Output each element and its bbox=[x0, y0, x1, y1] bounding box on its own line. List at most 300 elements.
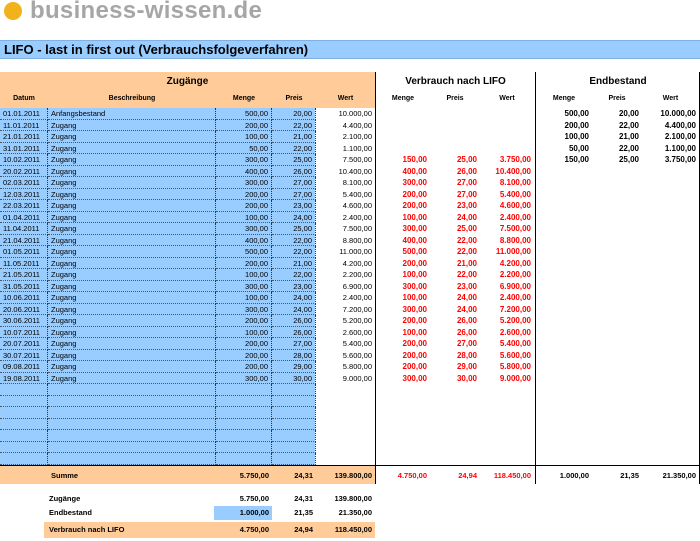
cell-datum[interactable]: 10.02.2011 bbox=[0, 154, 48, 166]
cell-v-menge bbox=[376, 396, 430, 408]
cell-preis[interactable] bbox=[272, 407, 316, 419]
cell-e-menge bbox=[536, 223, 592, 235]
cell-v-menge: 300,00 bbox=[402, 281, 427, 291]
table-row bbox=[0, 338, 700, 350]
cell-menge[interactable]: 200,00 bbox=[216, 200, 272, 212]
cell-wert: 7.200,00 bbox=[342, 304, 372, 314]
cell-beschreibung[interactable]: Zugang bbox=[48, 269, 216, 281]
cell-v-preis: 26,00 bbox=[456, 166, 477, 176]
summary-wert: 21.350,00 bbox=[338, 508, 372, 517]
cell-v-preis: 29,00 bbox=[456, 362, 477, 371]
cell-e-preis: 22,00 bbox=[618, 143, 639, 153]
logo-dot-icon bbox=[4, 2, 22, 20]
cell-menge[interactable]: 100,00 bbox=[216, 292, 272, 304]
cell-datum[interactable] bbox=[0, 407, 48, 419]
cell-v-wert: 3.750,00 bbox=[499, 155, 531, 164]
cell-wert: 7.500,00 bbox=[342, 155, 372, 164]
cell-datum[interactable]: 01.05.2011 bbox=[0, 246, 48, 258]
cell-datum[interactable]: 21.05.2011 bbox=[0, 269, 48, 281]
cell-e-wert bbox=[642, 453, 699, 465]
cell-v-wert: 10.400,00 bbox=[495, 166, 531, 176]
summary-row-verbrauch bbox=[0, 523, 700, 537]
cell-beschreibung[interactable]: Zugang bbox=[48, 258, 216, 270]
cell-wert bbox=[316, 407, 375, 419]
cell-beschreibung[interactable]: Zugang bbox=[48, 235, 216, 247]
cell-menge[interactable] bbox=[216, 453, 272, 465]
cell-menge[interactable]: 200,00 bbox=[216, 258, 272, 270]
summary-preis: 21,35 bbox=[294, 508, 313, 517]
cell-preis[interactable]: 25,00 bbox=[272, 223, 316, 235]
cell-datum[interactable]: 22.03.2011 bbox=[0, 200, 48, 212]
table-row bbox=[0, 373, 700, 385]
cell-beschreibung[interactable]: Zugang bbox=[48, 200, 216, 212]
cell-beschreibung[interactable]: Zugang bbox=[48, 154, 216, 166]
cell-v-preis: 24,00 bbox=[456, 293, 477, 302]
cell-beschreibung[interactable] bbox=[48, 419, 216, 431]
cell-datum[interactable] bbox=[0, 384, 48, 396]
cell-datum[interactable]: 21.04.2011 bbox=[0, 235, 48, 247]
cell-e-menge bbox=[536, 166, 592, 178]
cell-v-preis: 23,00 bbox=[456, 281, 477, 291]
cell-v-menge bbox=[376, 143, 430, 155]
cell-datum[interactable] bbox=[0, 430, 48, 442]
cell-wert: 5.800,00 bbox=[342, 362, 372, 371]
cell-e-preis bbox=[592, 235, 642, 247]
table-row bbox=[0, 396, 700, 408]
cell-datum[interactable]: 10.06.2011 bbox=[0, 292, 48, 304]
cell-menge[interactable] bbox=[216, 419, 272, 431]
col-header-preis: Preis bbox=[285, 95, 303, 102]
cell-preis[interactable] bbox=[272, 419, 316, 431]
cell-beschreibung[interactable]: Zugang bbox=[48, 292, 216, 304]
summary-menge: 5.750,00 bbox=[239, 494, 269, 503]
cell-preis[interactable] bbox=[272, 442, 316, 454]
cell-v-wert: 11.000,00 bbox=[495, 247, 531, 256]
cell-wert: 8.800,00 bbox=[342, 235, 372, 245]
sum-label: Summe bbox=[51, 471, 79, 480]
cell-e-wert bbox=[642, 407, 699, 419]
cell-v-menge bbox=[376, 384, 430, 396]
cell-e-preis bbox=[592, 327, 642, 339]
cell-preis[interactable] bbox=[272, 384, 316, 396]
group-header-verbrauch: Verbrauch nach LIFO bbox=[405, 76, 506, 87]
cell-beschreibung[interactable] bbox=[48, 407, 216, 419]
cell-v-preis bbox=[430, 108, 480, 120]
cell-datum[interactable]: 10.07.2011 bbox=[0, 327, 48, 339]
table-row bbox=[0, 292, 700, 304]
cell-wert: 11.000,00 bbox=[339, 247, 372, 256]
cell-v-preis: 27,00 bbox=[456, 178, 477, 187]
table-row bbox=[0, 120, 700, 132]
cell-e-menge bbox=[536, 396, 592, 408]
summary-preis: 24,31 bbox=[294, 494, 313, 503]
cell-v-wert: 7.200,00 bbox=[499, 304, 531, 314]
table-row bbox=[0, 361, 700, 373]
group-header-zugaenge: Zugänge bbox=[166, 76, 209, 87]
cell-e-preis bbox=[592, 200, 642, 212]
cell-beschreibung[interactable]: Zugang bbox=[48, 166, 216, 178]
cell-menge[interactable]: 300,00 bbox=[216, 304, 272, 316]
cell-v-wert: 7.500,00 bbox=[499, 224, 531, 233]
cell-datum[interactable]: 20.07.2011 bbox=[0, 338, 48, 350]
cell-wert: 4.200,00 bbox=[342, 258, 372, 268]
cell-preis[interactable]: 22,00 bbox=[272, 235, 316, 247]
cell-e-menge bbox=[536, 177, 592, 189]
cell-v-wert: 4.600,00 bbox=[499, 201, 531, 210]
cell-preis[interactable] bbox=[272, 430, 316, 442]
cell-datum[interactable]: 20.06.2011 bbox=[0, 304, 48, 316]
sum-v-preis: 24,94 bbox=[458, 471, 477, 480]
cell-preis[interactable]: 27,00 bbox=[272, 177, 316, 189]
table-row bbox=[0, 304, 700, 316]
cell-e-preis bbox=[592, 373, 642, 385]
cell-beschreibung[interactable]: Zugang bbox=[48, 120, 216, 132]
cell-v-wert: 2.200,00 bbox=[499, 270, 531, 279]
cell-beschreibung[interactable]: Zugang bbox=[48, 315, 216, 327]
cell-e-wert: 10.000,00 bbox=[660, 109, 696, 118]
cell-wert: 5.400,00 bbox=[342, 189, 372, 199]
cell-menge[interactable] bbox=[216, 442, 272, 454]
summary-wert: 118.450,00 bbox=[334, 525, 372, 534]
cell-e-menge bbox=[536, 292, 592, 304]
cell-v-wert: 2.400,00 bbox=[499, 293, 531, 302]
cell-e-preis bbox=[592, 442, 642, 454]
cell-e-menge bbox=[536, 235, 592, 247]
cell-e-menge bbox=[536, 407, 592, 419]
cell-e-preis: 25,00 bbox=[618, 155, 639, 164]
cell-e-wert bbox=[642, 223, 699, 235]
sum-row bbox=[0, 465, 700, 484]
cell-menge[interactable]: 400,00 bbox=[216, 166, 272, 178]
cell-e-menge bbox=[536, 453, 592, 465]
cell-e-preis: 22,00 bbox=[618, 120, 639, 130]
cell-wert: 10.000,00 bbox=[338, 109, 372, 118]
cell-e-wert bbox=[642, 292, 699, 304]
cell-e-preis: 20,00 bbox=[618, 109, 639, 118]
cell-v-menge: 500,00 bbox=[402, 247, 427, 256]
cell-beschreibung[interactable]: Zugang bbox=[48, 143, 216, 155]
cell-menge[interactable]: 200,00 bbox=[216, 189, 272, 201]
cell-e-wert bbox=[642, 396, 699, 408]
cell-e-wert bbox=[642, 304, 699, 316]
cell-preis[interactable]: 22,00 bbox=[272, 269, 316, 281]
cell-menge[interactable]: 200,00 bbox=[216, 315, 272, 327]
cell-beschreibung[interactable] bbox=[48, 453, 216, 465]
cell-wert bbox=[316, 442, 375, 454]
cell-menge[interactable]: 400,00 bbox=[216, 235, 272, 247]
cell-datum[interactable]: 21.01.2011 bbox=[0, 131, 48, 143]
table-row bbox=[0, 384, 700, 396]
summary-label: Verbrauch nach LIFO bbox=[49, 525, 125, 534]
cell-e-wert bbox=[642, 338, 699, 350]
cell-e-preis bbox=[592, 177, 642, 189]
cell-e-preis bbox=[592, 384, 642, 396]
cell-menge[interactable]: 300,00 bbox=[216, 223, 272, 235]
cell-preis[interactable]: 22,00 bbox=[272, 143, 316, 155]
cell-v-wert: 5.200,00 bbox=[499, 316, 531, 325]
cell-wert bbox=[316, 430, 375, 442]
cell-preis[interactable]: 20,00 bbox=[272, 108, 316, 120]
cell-beschreibung[interactable] bbox=[48, 396, 216, 408]
cell-v-wert: 8.800,00 bbox=[499, 235, 531, 245]
cell-preis[interactable] bbox=[272, 396, 316, 408]
cell-wert: 10.400,00 bbox=[338, 166, 372, 176]
cell-menge[interactable]: 100,00 bbox=[216, 327, 272, 339]
cell-e-wert bbox=[642, 373, 699, 385]
cell-e-menge bbox=[536, 373, 592, 385]
cell-v-preis: 26,00 bbox=[456, 327, 477, 337]
cell-preis[interactable]: 29,00 bbox=[272, 361, 316, 373]
cell-beschreibung[interactable]: Zugang bbox=[48, 361, 216, 373]
cell-datum[interactable]: 02.03.2011 bbox=[0, 177, 48, 189]
cell-menge[interactable]: 200,00 bbox=[216, 350, 272, 362]
cell-preis[interactable]: 21,00 bbox=[272, 258, 316, 270]
col-header-menge: Menge bbox=[232, 95, 256, 102]
cell-datum[interactable]: 12.03.2011 bbox=[0, 189, 48, 201]
cell-datum[interactable]: 31.01.2011 bbox=[0, 143, 48, 155]
cell-beschreibung[interactable]: Zugang bbox=[48, 246, 216, 258]
cell-v-menge: 200,00 bbox=[402, 201, 427, 210]
cell-v-preis bbox=[430, 131, 480, 143]
cell-preis[interactable]: 30,00 bbox=[272, 373, 316, 385]
cell-preis[interactable]: 26,00 bbox=[272, 327, 316, 339]
cell-e-menge bbox=[536, 269, 592, 281]
cell-wert: 1.100,00 bbox=[342, 143, 372, 153]
col-header-v-menge: Menge bbox=[391, 95, 415, 102]
cell-e-preis bbox=[592, 430, 642, 442]
cell-beschreibung[interactable] bbox=[48, 442, 216, 454]
cell-v-preis: 25,00 bbox=[456, 155, 477, 164]
sum-preis: 24,31 bbox=[294, 471, 313, 480]
summary-label: Endbestand bbox=[49, 508, 92, 517]
cell-preis[interactable]: 23,00 bbox=[272, 281, 316, 293]
cell-menge[interactable] bbox=[216, 384, 272, 396]
cell-v-wert bbox=[480, 419, 534, 431]
cell-menge[interactable] bbox=[216, 430, 272, 442]
cell-e-menge bbox=[536, 281, 592, 293]
cell-v-wert bbox=[480, 396, 534, 408]
cell-preis[interactable]: 22,00 bbox=[272, 246, 316, 258]
cell-v-preis: 27,00 bbox=[456, 339, 477, 348]
summary-row-endbestand bbox=[0, 506, 700, 520]
cell-e-wert bbox=[642, 281, 699, 293]
cell-beschreibung[interactable] bbox=[48, 384, 216, 396]
cell-e-wert bbox=[642, 419, 699, 431]
cell-v-wert bbox=[480, 442, 534, 454]
cell-e-menge bbox=[536, 338, 592, 350]
cell-v-wert bbox=[480, 143, 534, 155]
cell-beschreibung[interactable]: Zugang bbox=[48, 281, 216, 293]
cell-menge[interactable]: 100,00 bbox=[216, 212, 272, 224]
cell-preis[interactable]: 26,00 bbox=[272, 315, 316, 327]
cell-menge[interactable]: 200,00 bbox=[216, 338, 272, 350]
cell-beschreibung[interactable]: Zugang bbox=[48, 177, 216, 189]
col-header-e-preis: Preis bbox=[608, 95, 626, 102]
cell-v-menge: 300,00 bbox=[402, 224, 427, 233]
cell-beschreibung[interactable]: Anfangsbestand bbox=[48, 108, 216, 120]
cell-e-preis bbox=[592, 281, 642, 293]
cell-preis[interactable] bbox=[272, 453, 316, 465]
cell-menge[interactable]: 200,00 bbox=[216, 361, 272, 373]
cell-beschreibung[interactable]: Zugang bbox=[48, 189, 216, 201]
cell-menge[interactable]: 500,00 bbox=[216, 246, 272, 258]
cell-v-preis bbox=[430, 396, 480, 408]
cell-datum[interactable] bbox=[0, 419, 48, 431]
cell-menge[interactable]: 200,00 bbox=[216, 120, 272, 132]
cell-v-menge bbox=[376, 430, 430, 442]
cell-preis[interactable]: 21,00 bbox=[272, 131, 316, 143]
cell-e-wert bbox=[642, 350, 699, 362]
cell-datum[interactable] bbox=[0, 442, 48, 454]
cell-datum[interactable]: 30.06.2011 bbox=[0, 315, 48, 327]
cell-preis[interactable]: 25,00 bbox=[272, 154, 316, 166]
cell-datum[interactable]: 31.05.2011 bbox=[0, 281, 48, 293]
cell-datum[interactable]: 30.07.2011 bbox=[0, 350, 48, 362]
table-row bbox=[0, 108, 700, 120]
title-bar bbox=[0, 40, 700, 59]
cell-menge[interactable]: 300,00 bbox=[216, 154, 272, 166]
cell-v-menge: 100,00 bbox=[402, 212, 427, 222]
cell-e-preis bbox=[592, 419, 642, 431]
cell-datum[interactable]: 09.08.2011 bbox=[0, 361, 48, 373]
summary-row-zugaenge bbox=[0, 492, 700, 506]
col-header-e-menge: Menge bbox=[552, 95, 576, 102]
cell-e-preis bbox=[592, 304, 642, 316]
cell-menge[interactable]: 500,00 bbox=[216, 108, 272, 120]
cell-v-menge: 100,00 bbox=[402, 270, 427, 279]
cell-wert: 2.200,00 bbox=[342, 270, 372, 279]
cell-preis[interactable]: 22,00 bbox=[272, 120, 316, 132]
cell-e-preis bbox=[592, 292, 642, 304]
cell-beschreibung[interactable]: Zugang bbox=[48, 212, 216, 224]
cell-preis[interactable]: 26,00 bbox=[272, 166, 316, 178]
cell-v-menge bbox=[376, 407, 430, 419]
cell-preis[interactable]: 24,00 bbox=[272, 292, 316, 304]
cell-e-preis bbox=[592, 269, 642, 281]
table-row bbox=[0, 442, 700, 454]
cell-menge[interactable]: 50,00 bbox=[216, 143, 272, 155]
cell-menge[interactable]: 100,00 bbox=[216, 269, 272, 281]
cell-beschreibung[interactable]: Zugang bbox=[48, 327, 216, 339]
cell-v-preis: 30,00 bbox=[456, 373, 477, 383]
cell-preis[interactable]: 24,00 bbox=[272, 212, 316, 224]
cell-beschreibung[interactable]: Zugang bbox=[48, 131, 216, 143]
cell-e-menge bbox=[536, 189, 592, 201]
table-row bbox=[0, 269, 700, 281]
cell-beschreibung[interactable] bbox=[48, 430, 216, 442]
cell-e-wert bbox=[642, 177, 699, 189]
cell-v-menge bbox=[376, 108, 430, 120]
cell-preis[interactable]: 23,00 bbox=[272, 200, 316, 212]
cell-beschreibung[interactable]: Zugang bbox=[48, 373, 216, 385]
cell-beschreibung[interactable]: Zugang bbox=[48, 223, 216, 235]
cell-datum[interactable]: 01.01.2011 bbox=[0, 108, 48, 120]
cell-datum[interactable]: 20.02.2011 bbox=[0, 166, 48, 178]
cell-datum[interactable]: 11.04.2011 bbox=[0, 223, 48, 235]
cell-datum[interactable]: 19.08.2011 bbox=[0, 373, 48, 385]
cell-v-preis: 24,00 bbox=[456, 212, 477, 222]
table-row bbox=[0, 258, 700, 270]
cell-menge[interactable] bbox=[216, 407, 272, 419]
cell-preis[interactable]: 27,00 bbox=[272, 338, 316, 350]
cell-preis[interactable]: 27,00 bbox=[272, 189, 316, 201]
cell-e-preis bbox=[592, 407, 642, 419]
cell-beschreibung[interactable]: Zugang bbox=[48, 350, 216, 362]
cell-e-preis bbox=[592, 350, 642, 362]
cell-e-menge bbox=[536, 361, 592, 373]
cell-datum[interactable]: 11.05.2011 bbox=[0, 258, 48, 270]
cell-v-wert: 4.200,00 bbox=[499, 258, 531, 268]
cell-v-preis bbox=[430, 442, 480, 454]
col-header-beschreibung: Beschreibung bbox=[108, 95, 156, 102]
cell-v-menge: 200,00 bbox=[402, 339, 427, 348]
summary-preis: 24,94 bbox=[294, 525, 313, 534]
cell-e-wert: 3.750,00 bbox=[664, 155, 696, 164]
cell-datum[interactable]: 11.01.2011 bbox=[0, 120, 48, 132]
cell-wert bbox=[316, 419, 375, 431]
cell-e-wert bbox=[642, 258, 699, 270]
cell-v-menge: 200,00 bbox=[402, 362, 427, 371]
cell-menge[interactable]: 300,00 bbox=[216, 281, 272, 293]
cell-wert: 5.600,00 bbox=[342, 350, 372, 360]
cell-e-preis bbox=[592, 223, 642, 235]
cell-e-wert bbox=[642, 246, 699, 258]
cell-v-wert bbox=[480, 453, 534, 465]
cell-v-preis: 22,00 bbox=[456, 247, 477, 256]
cell-preis[interactable]: 24,00 bbox=[272, 304, 316, 316]
cell-preis[interactable]: 28,00 bbox=[272, 350, 316, 362]
cell-v-wert bbox=[480, 430, 534, 442]
cell-v-menge bbox=[376, 419, 430, 431]
table-row bbox=[0, 419, 700, 431]
cell-beschreibung[interactable]: Zugang bbox=[48, 338, 216, 350]
cell-v-preis bbox=[430, 407, 480, 419]
table-row bbox=[0, 177, 700, 189]
cell-menge[interactable]: 300,00 bbox=[216, 177, 272, 189]
cell-e-menge bbox=[536, 384, 592, 396]
cell-beschreibung[interactable]: Zugang bbox=[48, 304, 216, 316]
cell-e-wert bbox=[642, 315, 699, 327]
cell-datum[interactable] bbox=[0, 453, 48, 465]
cell-e-wert bbox=[642, 200, 699, 212]
cell-v-menge bbox=[376, 131, 430, 143]
cell-menge[interactable]: 300,00 bbox=[216, 373, 272, 385]
cell-datum[interactable]: 01.04.2011 bbox=[0, 212, 48, 224]
cell-e-preis bbox=[592, 189, 642, 201]
col-header-datum: Datum bbox=[13, 95, 35, 102]
table-row bbox=[0, 235, 700, 247]
sum-wert: 139.800,00 bbox=[334, 471, 372, 480]
cell-e-preis bbox=[592, 338, 642, 350]
cell-e-menge bbox=[536, 304, 592, 316]
cell-datum[interactable] bbox=[0, 396, 48, 408]
cell-e-wert bbox=[642, 212, 699, 224]
cell-wert: 7.500,00 bbox=[342, 224, 372, 233]
sum-e-menge: 1.000,00 bbox=[559, 471, 589, 480]
cell-e-preis bbox=[592, 212, 642, 224]
cell-v-preis bbox=[430, 384, 480, 396]
cell-e-preis bbox=[592, 453, 642, 465]
summary-menge: 1.000,00 bbox=[239, 508, 269, 517]
cell-menge[interactable]: 100,00 bbox=[216, 131, 272, 143]
cell-menge[interactable] bbox=[216, 396, 272, 408]
cell-v-menge: 200,00 bbox=[402, 350, 427, 360]
cell-e-menge bbox=[536, 430, 592, 442]
sum-menge: 5.750,00 bbox=[239, 471, 269, 480]
cell-v-preis bbox=[430, 430, 480, 442]
cell-v-wert: 6.900,00 bbox=[499, 281, 531, 291]
cell-e-wert bbox=[642, 269, 699, 281]
